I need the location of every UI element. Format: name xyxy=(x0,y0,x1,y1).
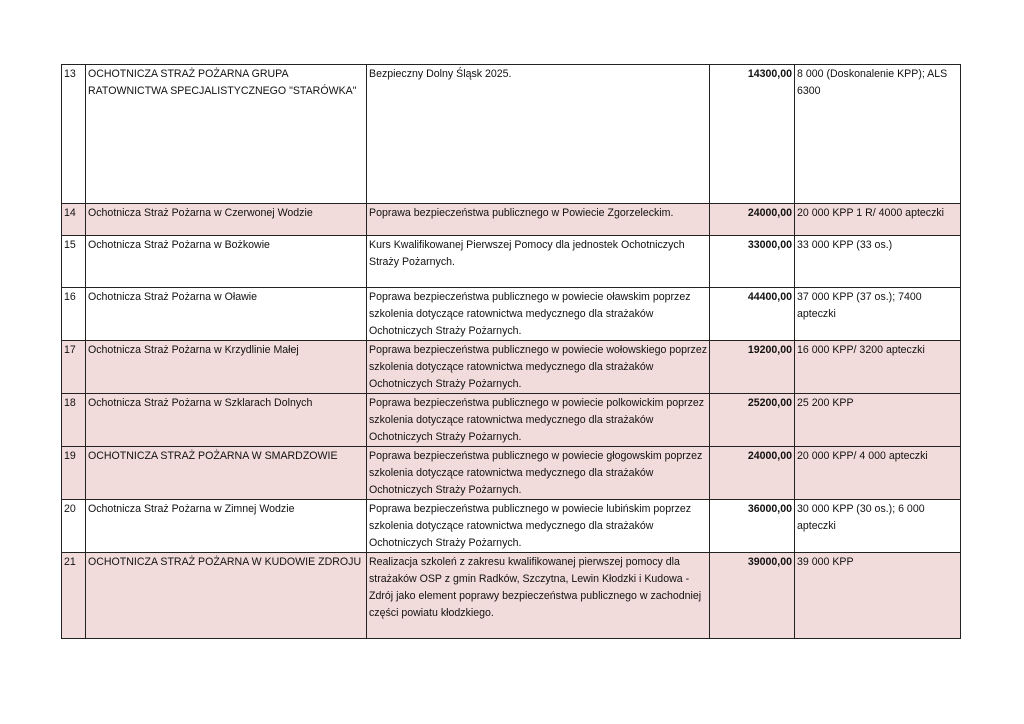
table-row xyxy=(62,500,961,553)
task-title: Poprawa bezpieczeństwa publicznego w powiecie oławskim poprzez szkolenia dotyczące ratownictwa medycznego dla strażaków Ochotniczych Straży Pożarnych. xyxy=(367,288,710,341)
task-title: Realizacja szkoleń z zakresu kwalifikowanej pierwszej pomocy dla strażaków OSP z gmin Radków, Szczytna, Lewin Kłodzki i Kudowa - Zdrój jako element poprawy bezpieczeństwa publicznego w zachodniej części powiatu kłodzkiego. xyxy=(367,553,710,639)
organization-name: OCHOTNICZA STRAŻ POŻARNA W KUDOWIE ZDROJU xyxy=(86,553,367,639)
organization-name: Ochotnicza Straż Pożarna w Czerwonej Wodzie xyxy=(86,204,367,236)
notes: 8 000 (Doskonalenie KPP); ALS 6300 xyxy=(795,65,961,204)
grant-amount: 36000,00 xyxy=(710,500,795,553)
task-title: Poprawa bezpieczeństwa publicznego w powiecie polkowickim poprzez szkolenia dotyczące ratownictwa medycznego dla strażaków Ochotniczych Straży Pożarnych. xyxy=(367,394,710,447)
row-number: 16 xyxy=(62,288,86,341)
task-title: Poprawa bezpieczeństwa publicznego w powiecie lubińskim poprzez szkolenia dotyczące ratownictwa medycznego dla strażaków Ochotniczych Straży Pożarnych. xyxy=(367,500,710,553)
row-number: 20 xyxy=(62,500,86,553)
notes: 25 200 KPP xyxy=(795,394,961,447)
notes: 33 000 KPP (33 os.) xyxy=(795,236,961,288)
table-row xyxy=(62,553,961,639)
grant-amount: 44400,00 xyxy=(710,288,795,341)
row-number: 13 xyxy=(62,65,86,204)
task-title: Bezpieczny Dolny Śląsk 2025. xyxy=(367,65,710,204)
row-number: 21 xyxy=(62,553,86,639)
notes: 20 000 KPP/ 4 000 apteczki xyxy=(795,447,961,500)
grant-amount: 33000,00 xyxy=(710,236,795,288)
grant-amount: 39000,00 xyxy=(710,553,795,639)
grant-amount: 24000,00 xyxy=(710,447,795,500)
notes: 30 000 KPP (30 os.); 6 000 apteczki xyxy=(795,500,961,553)
notes: 39 000 KPP xyxy=(795,553,961,639)
organization-name: Ochotnicza Straż Pożarna w Szklarach Dolnych xyxy=(86,394,367,447)
organization-name: Ochotnicza Straż Pożarna w Krzydlinie Małej xyxy=(86,341,367,394)
row-number: 15 xyxy=(62,236,86,288)
notes: 16 000 KPP/ 3200 apteczki xyxy=(795,341,961,394)
organization-name: Ochotnicza Straż Pożarna w Oławie xyxy=(86,288,367,341)
notes: 20 000 KPP 1 R/ 4000 apteczki xyxy=(795,204,961,236)
table-row xyxy=(62,288,961,341)
row-number: 14 xyxy=(62,204,86,236)
table-row xyxy=(62,394,961,447)
grants-table xyxy=(61,64,961,639)
row-number: 17 xyxy=(62,341,86,394)
task-title: Poprawa bezpieczeństwa publicznego w powiecie głogowskim poprzez szkolenia dotyczące ratownictwa medycznego dla strażaków Ochotniczych Straży Pożarnych. xyxy=(367,447,710,500)
table-row xyxy=(62,447,961,500)
task-title: Poprawa bezpieczeństwa publicznego w powiecie wołowskiego poprzez szkolenia dotyczące ratownictwa medycznego dla strażaków Ochotniczych Straży Pożarnych. xyxy=(367,341,710,394)
organization-name: OCHOTNICZA STRAŻ POŻARNA W SMARDZOWIE xyxy=(86,447,367,500)
grant-amount: 25200,00 xyxy=(710,394,795,447)
task-title: Kurs Kwalifikowanej Pierwszej Pomocy dla jednostek Ochotniczych Straży Pożarnych. xyxy=(367,236,710,288)
row-number: 18 xyxy=(62,394,86,447)
table-row xyxy=(62,341,961,394)
organization-name: OCHOTNICZA STRAŻ POŻARNA GRUPA RATOWNICTWA SPECJALISTYCZNEGO "STARÓWKA" xyxy=(86,65,367,204)
notes: 37 000 KPP (37 os.); 7400 apteczki xyxy=(795,288,961,341)
organization-name: Ochotnicza Straż Pożarna w Bożkowie xyxy=(86,236,367,288)
task-title: Poprawa bezpieczeństwa publicznego w Powiecie Zgorzeleckim. xyxy=(367,204,710,236)
grant-amount: 24000,00 xyxy=(710,204,795,236)
organization-name: Ochotnicza Straż Pożarna w Zimnej Wodzie xyxy=(86,500,367,553)
row-number: 19 xyxy=(62,447,86,500)
table-row xyxy=(62,204,961,236)
grant-amount: 14300,00 xyxy=(710,65,795,204)
grant-amount: 19200,00 xyxy=(710,341,795,394)
table-row xyxy=(62,236,961,288)
table-row xyxy=(62,65,961,204)
